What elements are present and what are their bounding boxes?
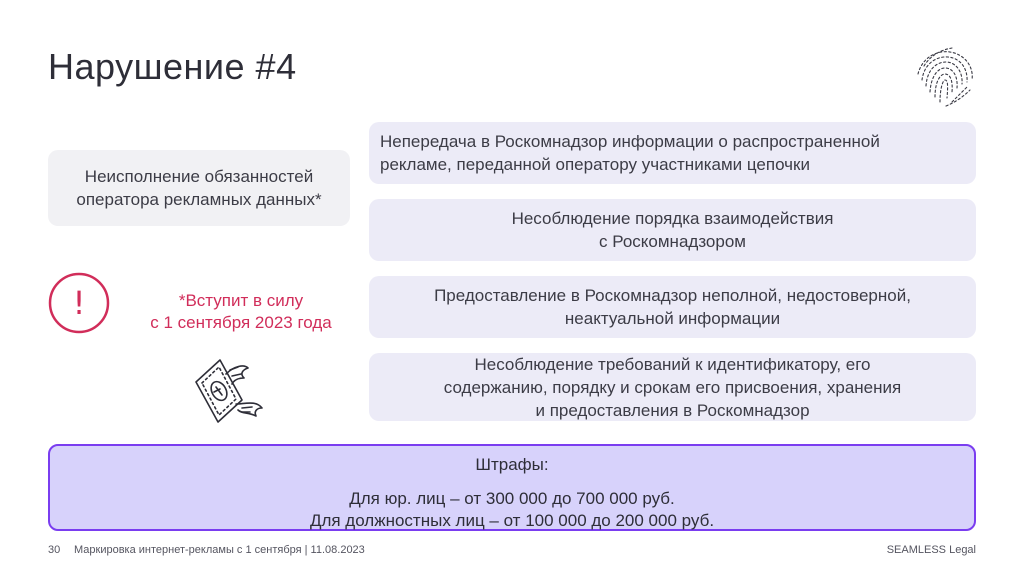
page-number: 30	[48, 544, 61, 556]
operator-obligation-box	[48, 150, 350, 226]
footer-brand: SEAMLESS Legal	[886, 544, 976, 556]
footer-caption: Маркировка интернет-рекламы с 1 сентября | 11.08.2023	[74, 544, 365, 556]
effective-date-note: *Вступит в силу с 1 сентября 2023 года	[150, 291, 332, 332]
fines-legal-entities: Для юр. лиц – от 300 000 до 700 000 руб.	[349, 489, 675, 508]
item-identifier-requirements	[369, 353, 976, 421]
item-interaction-order	[369, 199, 976, 261]
operator-obligation-text: Неисполнение обязанностей оператора рекламных данных*	[76, 167, 322, 209]
fines-heading: Штрафы:	[475, 455, 549, 474]
exclamation-mark: !	[72, 284, 86, 322]
fines-box	[48, 444, 976, 531]
fingerprint-logo-icon	[912, 44, 978, 110]
fines-officials: Для должностных лиц – от 100 000 до 200 000 руб.	[309, 511, 715, 530]
item-incomplete-info	[369, 276, 976, 338]
item-no-transmission-text: Непередача в Роскомнадзор информации о распространенной рекламе, переданной оператору участниками цепочки	[380, 132, 880, 174]
flying-money-icon	[186, 352, 266, 430]
item-interaction-order-text: Несоблюдение порядка взаимодействия с Роскомнадзором	[511, 209, 834, 251]
item-incomplete-info-text: Предоставление в Роскомнадзор неполной, недостоверной, неактуальной информации	[434, 286, 911, 328]
item-no-transmission	[369, 122, 976, 184]
exclamation-circle-icon	[47, 271, 111, 335]
item-identifier-requirements-text: Несоблюдение требований к идентификатору, его содержанию, порядку и срокам его присвоения, хранения и предоставления в Роскомнадзор	[443, 354, 902, 420]
slide-title: Нарушение #4	[48, 46, 297, 87]
